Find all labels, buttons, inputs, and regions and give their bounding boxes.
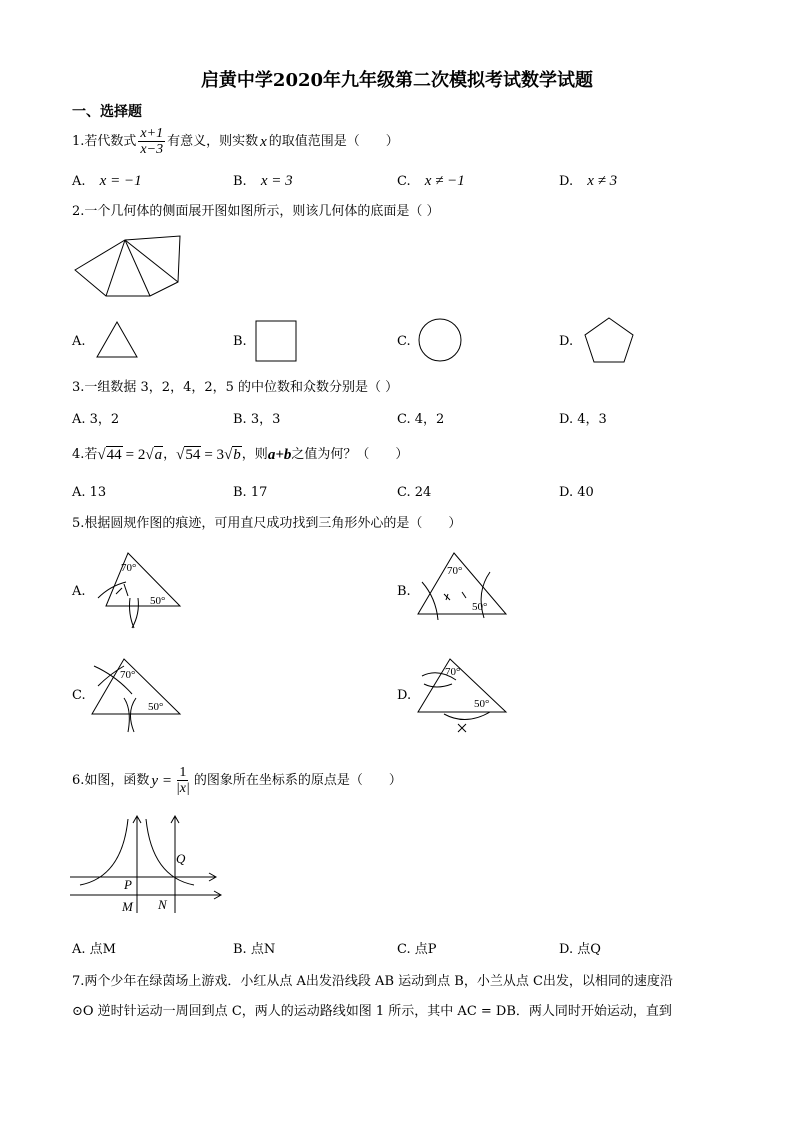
q6-y: y = xyxy=(151,772,172,789)
q1-var: x xyxy=(260,133,267,150)
q6-graph-figure xyxy=(70,815,225,915)
q5-option-c-figure xyxy=(88,654,188,736)
q5-c-angle-top: 70° xyxy=(120,669,136,681)
q1-fraction xyxy=(138,126,165,157)
q5-c-angle-right: 50° xyxy=(148,701,164,713)
q5-option-d-figure xyxy=(414,654,514,738)
q2-net-figure xyxy=(70,232,185,302)
q1-option-b-text: x = 3 xyxy=(260,173,293,189)
q6-option-a: A. 点M xyxy=(72,942,116,957)
q5-d-angle-top: 70° xyxy=(445,666,461,678)
question-2: 2.一个几何体的侧面展开图如图所示，则该几何体的底面是（ ） xyxy=(72,204,440,219)
q4-option-d: D. 40 xyxy=(559,485,594,500)
q6-label-q: Q xyxy=(176,851,186,866)
question-7-line1: 7.两个少年在绿茵场上游戏．小红从点 A出发沿线段 AB 运动到点 B，小兰从点 C出发，以相同的速度沿 xyxy=(72,974,673,989)
section-heading: 一、选择题 xyxy=(72,104,142,120)
q1-suffix: 有意义，则实数 xyxy=(167,133,259,149)
q2-option-b-label: B. xyxy=(233,334,247,349)
question-7-line2: ⊙O 逆时针运动一周回到点 C，两人的运动路线如图 1 所示，其中 AC = DB．两人同时开始运动，直到 xyxy=(72,1004,672,1019)
question-4 xyxy=(72,446,408,463)
q3-option-a: A. 3，2 xyxy=(72,412,120,427)
question-5: 5.根据圆规作图的痕迹，可用直尺成功找到三角形外心的是（ ） xyxy=(72,516,462,531)
q1-option-d-letter: D. xyxy=(559,174,574,189)
q4-eq2-rad: b xyxy=(233,447,241,463)
q4-prefix: 4.若 xyxy=(72,446,98,462)
q5-b-angle-right: 50° xyxy=(472,601,488,613)
q6-label-m: M xyxy=(122,899,133,914)
q2-option-d-label: D. xyxy=(559,334,574,349)
q2-option-c-label: C. xyxy=(397,334,411,349)
q3-option-b: B. 3，3 xyxy=(233,412,281,427)
q2-option-b-square xyxy=(255,320,297,362)
q5-b-angle-top: 70° xyxy=(447,565,463,577)
q5-option-a-figure xyxy=(88,548,188,630)
q6-option-c: C. 点P xyxy=(397,942,437,957)
q3-option-c: C. 4，2 xyxy=(397,412,445,427)
q1-option-d xyxy=(559,173,617,190)
q4-eq1-rad: a xyxy=(154,447,163,463)
q4-eq1-coef: = 2 xyxy=(125,446,146,463)
page-title: 启黄中学2020年九年级第二次模拟考试数学试题 xyxy=(200,70,594,91)
q6-option-b: B. 点N xyxy=(233,942,276,957)
q4-suffix: 之值为何？（ ） xyxy=(291,446,409,462)
q4-eq2-coef: = 3 xyxy=(204,446,225,463)
question-1 xyxy=(72,126,399,157)
q6-label-p: P xyxy=(124,877,132,892)
q4-eq2-left: 54 xyxy=(185,447,201,463)
q4-expr: a+b xyxy=(267,446,292,463)
question-3: 3.一组数据 3，2，4，2，5 的中位数和众数分别是（ ） xyxy=(72,380,399,395)
q6-fraction xyxy=(174,765,192,796)
q1-option-d-text: x ≠ 3 xyxy=(587,173,618,189)
q6-label-n: N xyxy=(158,897,167,912)
q1-option-b xyxy=(233,173,293,190)
q4-radical-sign-2: √ xyxy=(145,446,154,463)
q4-mid: ，则 xyxy=(241,446,268,462)
q5-a-angle-right: 50° xyxy=(150,595,166,607)
q1-option-c-text: x ≠ −1 xyxy=(424,173,465,189)
q6-fraction-den: |x| xyxy=(175,781,190,796)
q5-d-angle-right: 50° xyxy=(474,698,490,710)
q5-option-b-figure xyxy=(414,548,514,630)
q2-option-a-triangle xyxy=(95,320,140,360)
question-6 xyxy=(72,765,402,796)
q1-prefix: 1.若代数式 xyxy=(72,133,137,149)
q4-radical-sign-1: √ xyxy=(97,446,106,463)
q1-suffix2: 的取值范围是（ ） xyxy=(268,133,399,149)
q2-option-d-pentagon xyxy=(583,316,635,364)
q4-option-c: C. 24 xyxy=(397,485,432,500)
q3-option-d: D. 4，3 xyxy=(559,412,607,427)
q5-a-angle-top: 70° xyxy=(121,562,137,574)
q4-sep: ， xyxy=(163,446,177,462)
q4-option-b: B. 17 xyxy=(233,485,268,500)
q1-option-c-letter: C. xyxy=(397,174,411,189)
q1-fraction-den: x−3 xyxy=(140,142,164,157)
q6-prefix: 6.如图，函数 xyxy=(72,772,150,788)
q1-option-a xyxy=(72,173,142,190)
q2-option-a-label: A. xyxy=(72,334,86,349)
q6-option-d: D. 点Q xyxy=(559,942,601,957)
q4-option-a: A. 13 xyxy=(72,485,107,500)
q5-option-d-label: D. xyxy=(397,688,412,703)
q4-eq1-left: 44 xyxy=(106,447,122,463)
q1-option-b-letter: B. xyxy=(233,174,247,189)
q1-option-a-text: x = −1 xyxy=(99,173,142,189)
q6-suffix: 的图象所在坐标系的原点是（ ） xyxy=(193,772,402,788)
q6-fraction-num: 1 xyxy=(179,765,187,780)
q5-option-c-label: C. xyxy=(72,688,86,703)
q1-option-c xyxy=(397,173,465,190)
q1-fraction-num: x+1 xyxy=(140,126,164,141)
q2-option-c-circle xyxy=(418,318,462,362)
q4-radical-sign-3: √ xyxy=(176,446,185,463)
q1-option-a-letter: A. xyxy=(72,174,86,189)
q5-option-a-label: A. xyxy=(72,584,86,599)
q4-radical-sign-4: √ xyxy=(224,446,233,463)
q5-option-b-label: B. xyxy=(397,584,411,599)
